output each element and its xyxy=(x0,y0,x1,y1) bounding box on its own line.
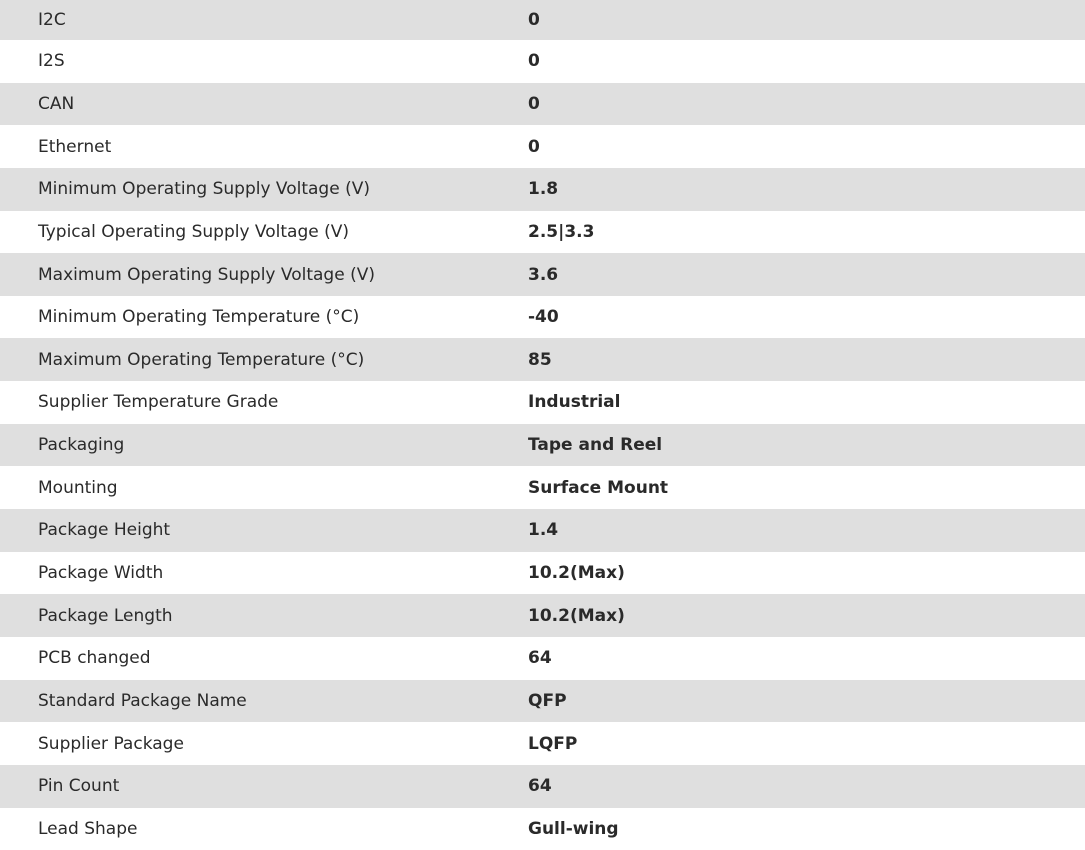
spec-value: QFP xyxy=(528,690,567,711)
spec-value: 1.8 xyxy=(528,179,559,200)
spec-label: Pin Count xyxy=(38,776,120,797)
spec-label: Maximum Operating Supply Voltage (V) xyxy=(38,264,375,285)
table-row xyxy=(0,125,1085,168)
spec-label: Packaging xyxy=(38,435,125,456)
table-row xyxy=(0,0,1085,40)
spec-value: 10.2(Max) xyxy=(528,563,625,583)
spec-label: PCB changed xyxy=(38,648,151,669)
spec-value: Surface Mount xyxy=(528,477,669,498)
table-row xyxy=(0,765,1085,808)
spec-value: 64 xyxy=(528,776,552,797)
spec-value: Gull-wing xyxy=(528,818,619,839)
spec-label: Lead Shape xyxy=(38,818,138,839)
spec-label: Mounting xyxy=(38,477,118,498)
spec-label: Standard Package Name xyxy=(38,690,247,711)
spec-value: 0 xyxy=(528,136,540,157)
table-row xyxy=(0,211,1085,254)
spec-label: Package Width xyxy=(38,563,164,583)
spec-label: Package Length xyxy=(38,605,173,626)
spec-label: Supplier Temperature Grade xyxy=(38,392,279,413)
spec-value: 0 xyxy=(528,51,540,72)
table-row xyxy=(0,168,1085,211)
table-row xyxy=(0,552,1085,595)
spec-value: 0 xyxy=(528,93,540,114)
spec-label: Typical Operating Supply Voltage (V) xyxy=(38,221,349,242)
table-row xyxy=(0,296,1085,339)
spec-label: Supplier Package xyxy=(38,733,184,754)
spec-label: Minimum Operating Temperature (°C) xyxy=(38,307,360,328)
table-row xyxy=(0,83,1085,126)
spec-label: Minimum Operating Supply Voltage (V) xyxy=(38,179,370,200)
spec-value: -40 xyxy=(528,307,559,328)
spec-value: 1.4 xyxy=(528,520,559,541)
spec-label: Maximum Operating Temperature (°C) xyxy=(38,349,365,370)
table-row xyxy=(0,253,1085,296)
spec-value: Industrial xyxy=(528,392,621,413)
table-row xyxy=(0,637,1085,680)
table-row xyxy=(0,381,1085,424)
table-row xyxy=(0,594,1085,637)
spec-label: I2S xyxy=(38,51,65,72)
table-row xyxy=(0,680,1085,723)
table-row xyxy=(0,424,1085,467)
table-row xyxy=(0,808,1085,850)
table-row xyxy=(0,509,1085,552)
spec-value: 10.2(Max) xyxy=(528,605,625,626)
table-row xyxy=(0,466,1085,509)
spec-label: CAN xyxy=(38,93,75,114)
spec-label: Package Height xyxy=(38,520,171,541)
spec-value: 2.5|3.3 xyxy=(528,221,595,242)
spec-value: 3.6 xyxy=(528,264,559,285)
spec-value: 0 xyxy=(528,10,540,30)
spec-value: Tape and Reel xyxy=(528,435,663,456)
table-row xyxy=(0,338,1085,381)
spec-label: I2C xyxy=(38,10,66,30)
spec-value: LQFP xyxy=(528,733,578,754)
spec-label: Ethernet xyxy=(38,136,112,157)
spec-value: 85 xyxy=(528,349,552,370)
spec-value: 64 xyxy=(528,648,552,669)
table-row xyxy=(0,722,1085,765)
table-row xyxy=(0,40,1085,83)
